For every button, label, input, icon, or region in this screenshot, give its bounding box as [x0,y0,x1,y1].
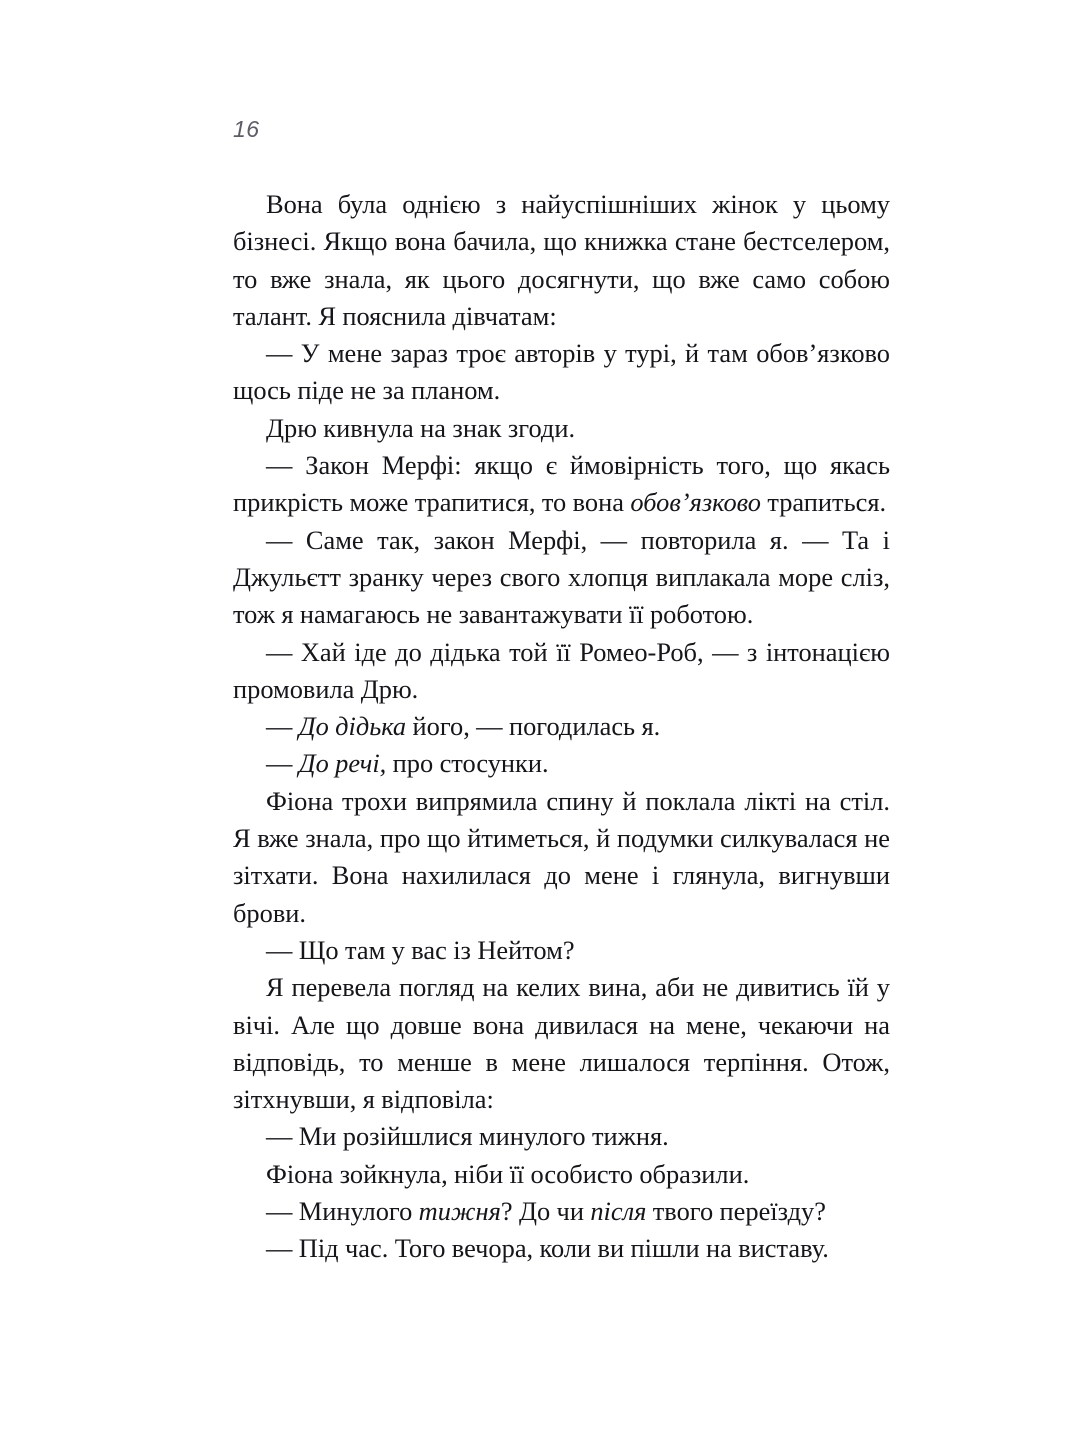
body-text: — Хай іде до дідька той її Ромео-Роб, — з інтонацією промовила Дрю. [233,636,890,704]
body-text-block [233,186,890,1268]
paragraph [233,932,890,969]
emphasis-text: після [590,1196,647,1227]
body-text: Вона була однією з найуспішніших жінок у цьому бізнесі. Якщо вона бачила, що книжка стане бестселером, то вже знала, як цього досягнути, що вже само собою талант. Я пояснила дівчатам: [233,189,890,331]
paragraph [233,1118,890,1155]
paragraph [233,969,890,1118]
paragraph [233,745,890,782]
paragraph [233,335,890,410]
body-text: про стосунки. [386,748,549,779]
paragraph [233,708,890,745]
paragraph [233,1193,890,1230]
emphasis-text: тижня [418,1196,501,1227]
body-text: Фіона трохи випрямила спину й поклала лікті на стіл. Я вже знала, про що йтиметься, й подумки силкувалася не зітхати. Вона нахилилася до мене і глянула, вигнувши брови. [233,785,890,928]
paragraph [233,1156,890,1193]
body-text: його, — погодилась я. [406,711,661,742]
body-text: — Закон Мерфі: якщо є ймовірність того, що якась прикрість може трапитися, то вона [233,450,890,518]
body-text: Фіона зойкнула, ніби її особисто образили. [266,1158,750,1189]
body-text: — Саме так, закон Мерфі, — повторила я. — Та і Джульєтт зранку через свого хлопця виплакала море сліз, тож я намагаюсь не завантажувати її роботою. [233,524,890,630]
body-text: трапиться. [760,487,887,518]
body-text: — Під час. Того вечора, коли ви пішли на виставу. [266,1233,829,1264]
body-text: — Що там у вас із Нейтом? [266,934,575,965]
paragraph [233,410,890,447]
paragraph [233,447,890,522]
body-text: — [266,748,299,779]
body-text: — Минулого [266,1196,419,1227]
paragraph [233,783,890,932]
emphasis-text: обов’язково [630,487,761,518]
paragraph [233,186,890,335]
body-text: Дрю кивнула на знак згоди. [266,412,576,443]
emphasis-text: До дідька [298,711,407,742]
paragraph [233,1230,890,1267]
page-number: 16 [233,116,260,142]
body-text: Я перевела погляд на келих вина, аби не дивитись їй у вічі. Але що довше вона дивилася на мене, чекаючи на відповідь, то менше в мене лишалося терпіння. Отож, зітхнувши, я відповіла: [233,972,890,1115]
emphasis-text: До речі, [298,748,387,779]
paragraph [233,634,890,709]
body-text: — У мене зараз троє авторів у турі, й там обов’язково щось піде не за планом. [233,338,890,406]
body-text: ? До чи [500,1196,591,1227]
body-text: — Ми розійшлися минулого тижня. [266,1121,669,1152]
paragraph [233,522,890,634]
body-text: — [266,711,299,742]
body-text: твого переїзду? [646,1196,826,1227]
